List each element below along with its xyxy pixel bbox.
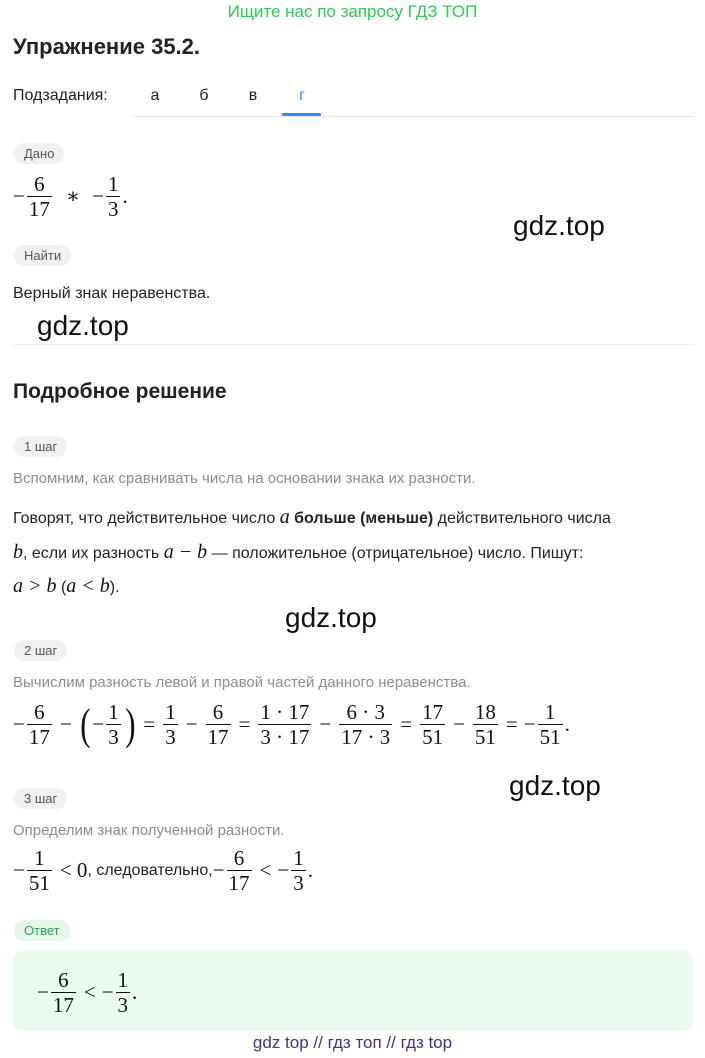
text: Говорят, что действительное число (13, 510, 280, 527)
fraction (27, 700, 52, 749)
fraction (227, 846, 252, 895)
denominator: 3 (108, 725, 119, 749)
find-text: Верный знак неравенства. (13, 285, 211, 302)
less-than-zero: < 0 (59, 858, 88, 882)
step-3-hint: Определим знак полученной разности. (13, 822, 285, 839)
numerator: 1 (293, 846, 304, 870)
numerator: 1 (108, 700, 119, 724)
section-divider (13, 344, 693, 345)
numerator: 6 (34, 700, 45, 724)
footer-links[interactable]: gdz top // гдз топ // гдз top (252, 1033, 453, 1052)
numerator: 1 · 17 (260, 700, 310, 724)
minus-operator: − (185, 712, 198, 736)
fraction (106, 172, 121, 221)
top-banner[interactable]: Ищите нас по запросу ГДЗ ТОП (227, 2, 478, 21)
numerator: 6 · 3 (346, 700, 385, 724)
minus-operator: − (319, 712, 332, 736)
numerator: 1 (544, 700, 556, 724)
text: — положительное (отрицательное) число. Пишут: (207, 545, 584, 562)
tabs-divider (132, 116, 693, 117)
period: . (132, 980, 138, 1004)
step-1-line-2 (13, 541, 583, 564)
text: ). (109, 579, 120, 596)
denominator: 51 (422, 725, 444, 749)
equals: = (505, 712, 518, 736)
text: , если их разность (23, 545, 164, 562)
denominator: 17 · 3 (341, 725, 391, 749)
given-badge: Дано (14, 143, 64, 164)
variable-a: a (279, 506, 290, 528)
subtasks-label: Подзадания: (13, 87, 108, 104)
period: . (307, 858, 313, 882)
minus-operator: − (453, 712, 465, 736)
left-paren: ( (79, 699, 91, 749)
numerator: 1 (165, 700, 176, 724)
denominator: 17 (207, 725, 229, 749)
watermark: gdz.top (37, 310, 129, 341)
minus-sign: − (13, 184, 25, 208)
step-2-badge: 2 шаг (14, 640, 67, 661)
fraction (473, 700, 498, 749)
fraction (291, 846, 306, 895)
numerator: 1 (117, 968, 129, 992)
denominator: 51 (539, 725, 561, 749)
denominator: 17 (52, 993, 74, 1017)
less-than: < (259, 858, 272, 882)
numerator: 18 (474, 700, 496, 724)
tab-b[interactable]: б (199, 87, 209, 104)
text: действительного числа (433, 510, 611, 527)
active-tab-indicator (282, 113, 321, 116)
minus-sign: − (37, 980, 49, 1004)
numerator: 6 (58, 968, 69, 992)
conclusion-text: , следовательно, (87, 861, 213, 879)
numerator: 1 (107, 172, 119, 196)
numerator: 17 (422, 700, 444, 724)
minus-operator: − (59, 712, 72, 736)
minus-sign: − (13, 712, 25, 736)
fraction (51, 968, 76, 1017)
fraction (258, 700, 311, 749)
watermark: gdz.top (513, 210, 605, 241)
right-paren: ) (124, 699, 136, 749)
numerator: 6 (34, 172, 45, 196)
denominator: 17 (228, 871, 250, 895)
minus-sign: − (523, 712, 536, 736)
less-than: < (83, 980, 96, 1004)
denominator: 17 (28, 197, 50, 221)
variable-b: b (13, 541, 23, 563)
numerator: 6 (212, 700, 224, 724)
minus-sign: − (277, 858, 290, 882)
denominator: 51 (28, 871, 50, 895)
minus-sign: − (92, 712, 105, 736)
equals: = (143, 712, 156, 736)
inequality-greater: a > b (13, 575, 57, 597)
difference-expression: a − b (163, 541, 208, 563)
watermark: gdz.top (509, 770, 601, 801)
denominator: 3 (107, 197, 119, 221)
find-badge: Найти (14, 245, 71, 266)
step-2-expression (13, 700, 570, 749)
step-1-line-1 (13, 506, 611, 529)
numerator: 1 (34, 846, 45, 870)
star-operator: ∗ (65, 184, 81, 208)
step-1-line-3 (13, 575, 120, 598)
step-3-expression (13, 846, 313, 895)
tab-a[interactable]: а (150, 87, 160, 104)
fraction (106, 700, 121, 749)
answer-expression (37, 968, 137, 1017)
minus-sign: − (92, 184, 104, 208)
step-2-hint: Вычислим разность левой и правой частей данного неравенства. (13, 674, 471, 691)
solution-heading: Подробное решение (13, 380, 227, 403)
tab-g[interactable]: г (299, 87, 305, 104)
numerator: 6 (233, 846, 245, 870)
bold-text: больше (меньше) (289, 510, 434, 527)
denominator: 17 (28, 725, 50, 749)
page-title: Упражнение 35.2. (13, 34, 201, 59)
minus-sign: − (212, 858, 225, 882)
denominator: 51 (474, 725, 496, 749)
tab-v[interactable]: в (248, 87, 258, 104)
fraction (420, 700, 445, 749)
fraction (163, 700, 178, 749)
fraction (206, 700, 231, 749)
period: . (122, 184, 128, 208)
fraction (339, 700, 392, 749)
step-3-badge: 3 шаг (14, 788, 67, 809)
denominator: 3 · 17 (260, 725, 310, 749)
fraction (27, 846, 52, 895)
inequality-less: a < b (66, 575, 110, 597)
denominator: 3 (293, 871, 304, 895)
step-1-hint: Вспомним, как сравнивать числа на основании знака их разности. (13, 470, 476, 487)
step-1-badge: 1 шаг (14, 436, 67, 457)
minus-sign: − (13, 858, 25, 882)
text: ( (56, 579, 67, 596)
fraction (27, 172, 52, 221)
answer-badge: Ответ (14, 920, 70, 941)
fraction (538, 700, 563, 749)
watermark: gdz.top (285, 602, 377, 633)
fraction (116, 968, 131, 1017)
given-expression (13, 172, 128, 221)
period: . (564, 712, 570, 736)
equals: = (238, 712, 251, 736)
denominator: 3 (117, 993, 129, 1017)
minus-sign: − (101, 980, 114, 1004)
equals: = (400, 712, 413, 736)
denominator: 3 (165, 725, 176, 749)
